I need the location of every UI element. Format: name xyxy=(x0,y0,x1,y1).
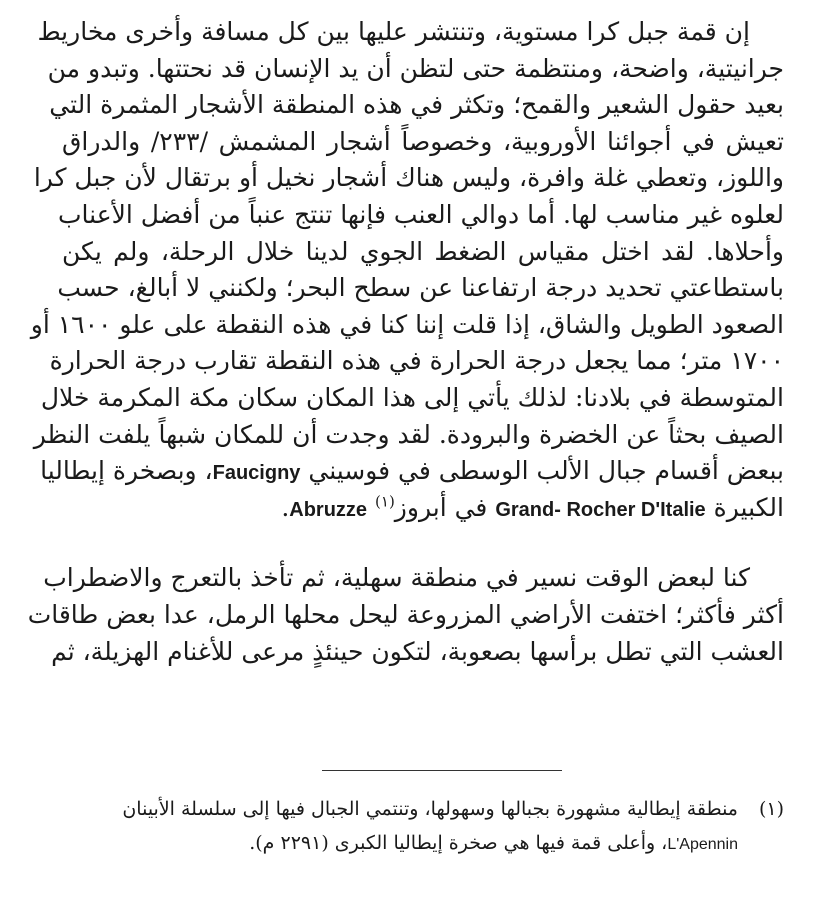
footnote-line-2 xyxy=(62,826,784,860)
footnote-marker: (١) xyxy=(375,492,395,511)
latin-term-faucigny: Faucigny xyxy=(212,462,301,485)
arabic-text: ببعض أقسام جبال الألب الوسطى في فوسيني xyxy=(308,456,784,486)
footnote-separator xyxy=(322,770,562,771)
page-body xyxy=(27,14,784,670)
text-line: الصعود الطويل والشاق، إذا قلت إننا كنا في هذه النقطة على علو ١٦٠٠ أو xyxy=(30,309,784,339)
text-line: وأحلاها. لقد اختل مقياس الضغط الجوي لدينا خلال الرحلة، ولم يكن xyxy=(62,236,784,266)
text-line-grand-rocher xyxy=(62,490,784,527)
arabic-text: ، وبصخرة إيطاليا xyxy=(40,456,213,486)
text-line: الصيف بحثاً عن الخضرة والبرودة. لقد وجدت أن للمكان شبهاً يلفت النظر xyxy=(33,419,784,449)
text-line-faucigny xyxy=(40,453,784,490)
text-line: واللوز، وتعطي غلة وافرة، وليس هناك أشجار نخيل أو برتقال لأن جبل كرا xyxy=(33,163,784,193)
footnote-line-1 xyxy=(62,792,784,826)
latin-term-abruzze: Abruzze xyxy=(289,498,368,521)
latin-term-apennin: L'Apennin xyxy=(667,836,738,853)
footnote-number: (١) xyxy=(758,798,784,820)
text-line: باستطاعتي تحديد درجة ارتفاعنا عن سطح البحر؛ ولكنني لا أبالغ، حسب xyxy=(57,273,784,303)
text-line: بعيد حقول الشعير والقمح؛ وتكثر في هذه المنطقة الأشجار المثمرة التي xyxy=(49,90,784,120)
period: . xyxy=(281,492,290,522)
text-line: تعيش في أجوائنا الأوروبية، وخصوصاً أشجار المشمش /٢٣٣/ والدراق xyxy=(62,126,784,156)
footnote-text: منطقة إيطالية مشهورة بجبالها وسهولها، وتنتمي الجبال فيها إلى سلسلة الأبينان xyxy=(122,798,738,820)
arabic-text: في أبروز xyxy=(394,492,488,522)
text-line: العشب التي تطل برأسها بصعوبة، لتكون حينئذٍ مرعى للأغنام الهزيلة، ثم xyxy=(51,636,784,666)
paragraph-gap xyxy=(62,526,784,560)
text-line: ١٧٠٠ متر؛ مما يجعل درجة الحرارة في هذه النقطة تقارب درجة الحرارة xyxy=(49,346,784,376)
text-line: لعلوه غير مناسب لها. أما دوالي العنب فإنها تنتج عنباً من أفضل الأعناب xyxy=(58,199,784,229)
footnote-text: ، وأعلى قمة فيها هي صخرة إيطاليا الكبرى (٢٢٩١ م). xyxy=(249,832,668,854)
text-line: المتوسطة في بلادنا: لذلك يأتي إلى هذا المكان سكان مكة المكرمة خلال xyxy=(40,382,784,412)
text-line: أكثر فأكثر؛ اختفت الأراضي المزروعة ليحل محلها الرمل، عدا بعض طاقات xyxy=(27,599,784,629)
footnotes xyxy=(62,792,784,860)
text-line: إن قمة جبل كرا مستوية، وتنتشر عليها بين كل مسافة وأخرى مخاريط xyxy=(37,17,750,46)
text-line: كنا لبعض الوقت نسير في منطقة سهلية، ثم تأخذ بالتعرج والاضطراب xyxy=(43,563,750,593)
text-line: جرانيتية، واضحة، ومنتظمة حتى لتظن أن يد الإنسان قد نحتتها. وتبدو من xyxy=(47,53,784,83)
paragraph-1 xyxy=(30,14,784,526)
paragraph-2 xyxy=(27,560,784,670)
latin-term-grand-rocher: Grand- Rocher D'Italie xyxy=(495,498,706,521)
arabic-text: الكبيرة xyxy=(713,492,784,522)
